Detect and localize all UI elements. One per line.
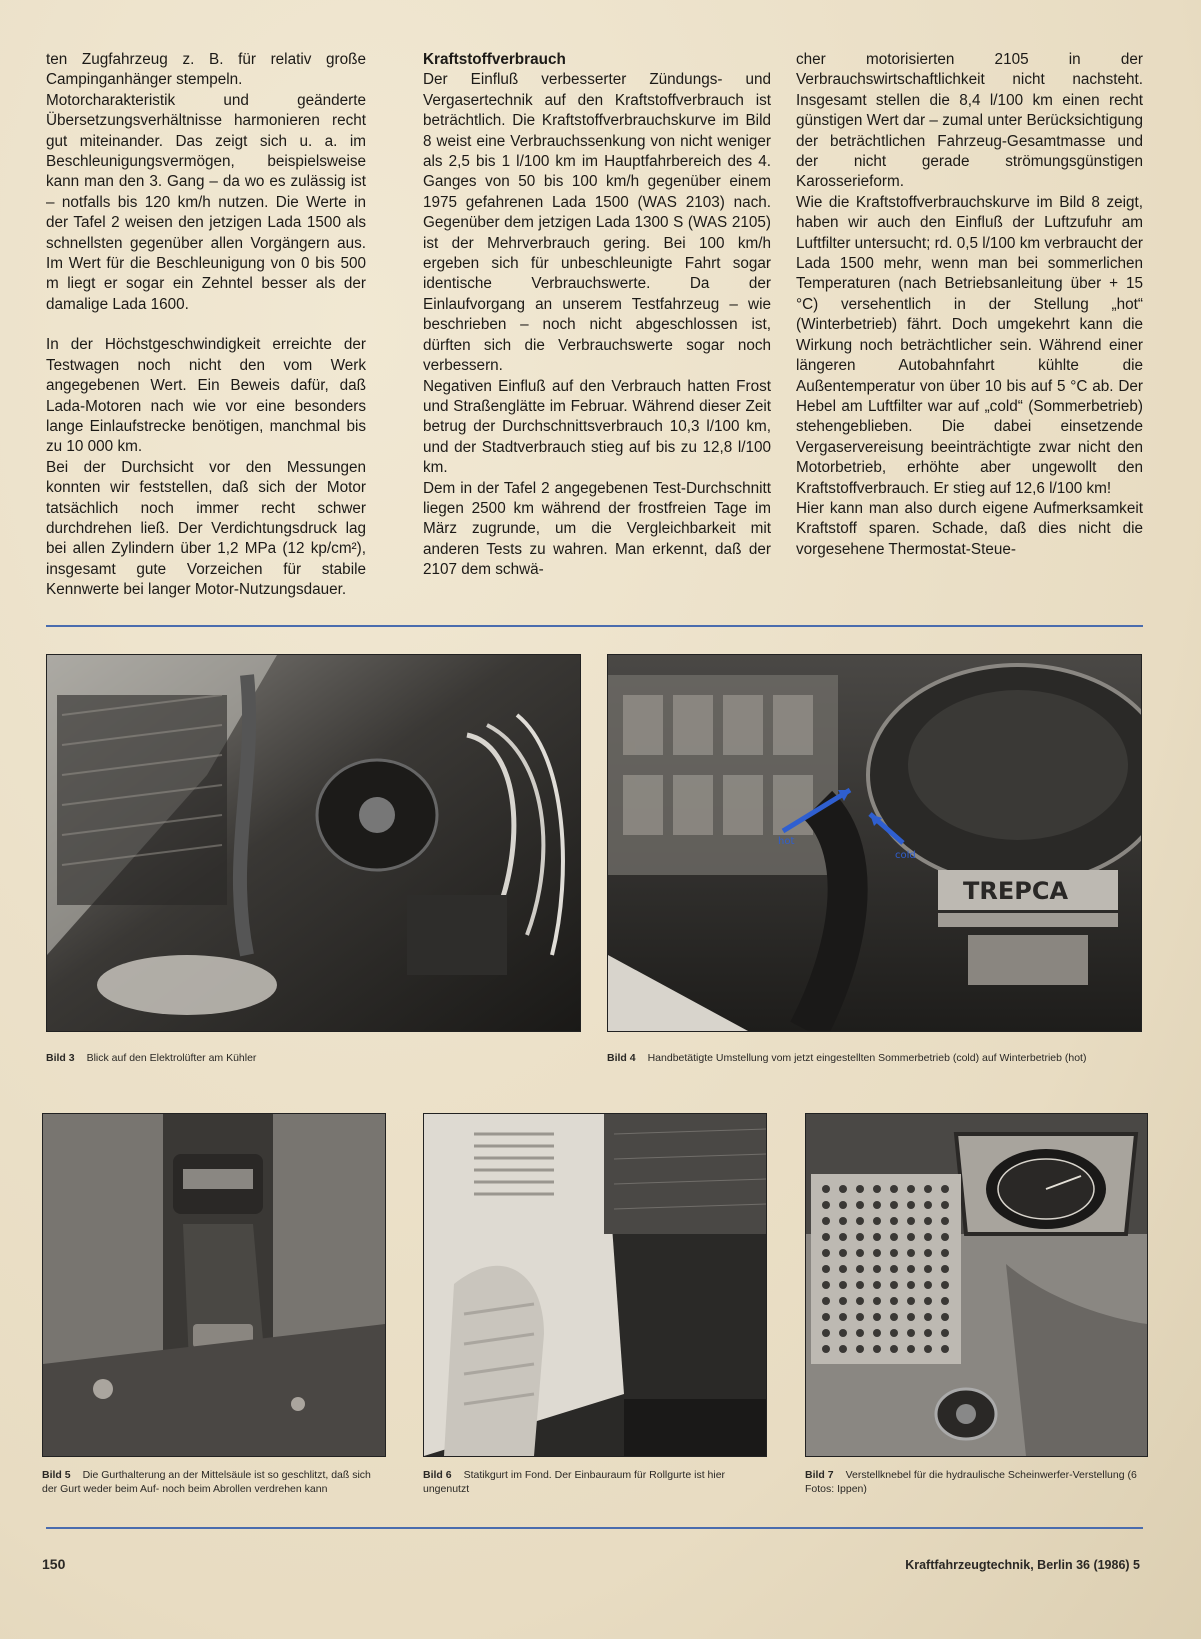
caption-bild6 xyxy=(423,1468,765,1496)
caption-bild7 xyxy=(805,1468,1146,1496)
caption-bild6-label: Bild 6 xyxy=(423,1469,452,1481)
col2-paragraph-3: Dem in der Tafel 2 angegebenen Test-Durchschnitt liegen 2500 km während der frostfreien Tage im März zugrunde, um die Vergleichbarkeit mit anderen Tests zu wahren. Man erkennt, daß der 2107 dem schwä- xyxy=(423,479,771,579)
caption-bild6-text: Statikgurt im Fond. Der Einbauraum für Rollgurte ist hier ungenutzt xyxy=(423,1469,726,1495)
photo-bild4-air-filter xyxy=(607,654,1142,1032)
col1-paragraph-2: Motorcharakteristik und geänderte Übersetzungsverhältnisse harmonieren recht gut miteinander. Das zeigt sich u. a. im Beschleunigungsvermögen, beispielsweise kann man den 3. Gang – da wo es zulässig ist – notfalls bis 120 km/h nutzen. Die Werte in der Tafel 2 weisen den jetzigen Lada 1500 als schnellsten gegenüber allen Vorgängern aus. Im Wert für die Beschleunigung von 0 bis 500 m liegt er sogar ein Zehntel besser als der damalige Lada 1600. xyxy=(46,91,366,313)
caption-bild4 xyxy=(607,1051,1140,1065)
col3-paragraph-3: Hier kann man also durch eigene Aufmerksamkeit Kraftstoff sparen. Schade, daß dies nicht die vorgesehene Thermostat-Steue- xyxy=(796,499,1143,558)
divider-rule-top xyxy=(46,625,1143,627)
divider-rule-bottom xyxy=(46,1527,1143,1529)
col2-paragraph-1: Der Einfluß verbesserter Zündungs- und Vergasertechnik auf den Kraftstoffverbrauch ist beträchtlich. Die Kraftstoffverbrauchskurve im Bild 8 weist eine Verbrauchssenkung von nicht weniger als 2,5 bis 1 l/100 km im Hauptfahrbereich des 4. Ganges von 50 bis 100 km/h gegenüber einem 1975 gefahrenen Lada 1500 (WAS 2103) nach. Gegenüber dem jetzigen Lada 1300 S (WAS 2105) ist der Mehrverbrauch gering. Bei 100 km/h ergeben sich für unbeschleunigte Fahrt sogar identische Verbrauchswerte. Da der Einlaufvorgang an unserem Testfahrzeug – wie beschrieben – noch nicht abgeschlossen ist, dürften sich die Verbrauchswerte sogar noch verbessern. xyxy=(423,71,771,375)
caption-bild5-label: Bild 5 xyxy=(42,1469,71,1481)
caption-bild4-text: Handbetätigte Umstellung vom jetzt eingestellten Sommerbetrieb (cold) auf Winterbetrieb (hot) xyxy=(647,1052,1087,1064)
label-cold: cold xyxy=(895,850,916,861)
page-number: 150 xyxy=(42,1556,66,1572)
col2-paragraph-2: Negativen Einfluß auf den Verbrauch hatten Frost und Straßenglätte im Februar. Während dieser Zeit betrug der Durchschnittsverbrauch 10,3 l/100 km, und der Stadtverbrauch stieg auf bis zu 12,8 l/100 km. xyxy=(423,377,771,477)
trepca-logo: TREPCA xyxy=(963,877,1069,905)
col3-paragraph-2: Wie die Kraftstoffverbrauchskurve im Bild 8 zeigt, haben wir auch den Einfluß der Luftzufuhr am Luftfilter untersucht; rd. 0,5 l/100 km verbraucht der Lada 1500 mehr, wenn man bei sommerlichen Temperaturen (nach Betriebsanleitung über + 15 °C) versehentlich in der Stellung „hot“ (Winterbetrieb) fährt. Doch umgekehrt kann die Wirkung noch beträchtlicher sein. Während einer längeren Autobahnfahrt kühlte die Außentemperatur von über 10 bis auf 5 °C ab. Der Hebel am Luftfilter war auf „cold“ (Sommerbetrieb) stehengeblieben. Die dabei einsetzende Vergaservereisung beeinträchtigte zwar nicht den Motorbetrieb, erhöhte aber ungewollt den Kraftstoffverbrauch. Er stieg auf 12,6 l/100 km! xyxy=(796,193,1143,497)
text-column-1 xyxy=(46,50,366,601)
text-column-3 xyxy=(796,50,1143,560)
photo-bild5-belt-mount xyxy=(42,1113,386,1457)
journal-citation: Kraftfahrzeugtechnik, Berlin 36 (1986) 5 xyxy=(905,1558,1140,1572)
photo-bild6-static-belt xyxy=(423,1113,767,1457)
photo-bild3-engine-fan xyxy=(46,654,581,1032)
col1-paragraph-3: In der Höchstgeschwindigkeit erreichte der Testwagen noch nicht den vom Werk angegebenen Wert. Ein Beweis dafür, daß Lada-Motoren nach wie vor eine besonders lange Einlaufstrecke benötigen, manchmal bis zu 10 000 km. xyxy=(46,336,366,456)
caption-bild7-label: Bild 7 xyxy=(805,1469,834,1481)
col1-paragraph-4: Bei der Durchsicht vor den Messungen konnten wir feststellen, daß sich der Motor tatsächlich noch immer recht schwer durchdrehen ließ. Der Verdichtungsdruck lag bei allen Zylindern über 1,2 MPa (12 kp/cm²), insgesamt gute Vorzeichen für stabile Kennwerte bei langer Motor-Nutzungsdauer. xyxy=(46,458,366,599)
text-column-2 xyxy=(423,50,771,581)
caption-bild3-label: Bild 3 xyxy=(46,1052,75,1064)
label-hot: hot xyxy=(778,836,795,847)
caption-bild3 xyxy=(46,1051,566,1065)
caption-bild5-text: Die Gurthalterung an der Mittelsäule ist so geschlitzt, daß sich der Gurt weder beim Auf- noch beim Abrollen verdrehen kann xyxy=(42,1469,371,1495)
col3-paragraph-1: cher motorisierten 2105 in der Verbrauchswirtschaftlichkeit nicht nachsteht. Insgesamt stellen die 8,4 l/100 km einen recht günstigen Wert dar – zumal unter Berücksichtigung der beträchtlichen Fahrzeug-Gesamtmasse und der nicht gerade strömungsgünstigen Karosserieform. xyxy=(796,51,1143,191)
col1-paragraph-1: ten Zugfahrzeug z. B. für relativ große Campinganhänger stempeln. xyxy=(46,51,366,89)
caption-bild5 xyxy=(42,1468,384,1496)
caption-bild3-text: Blick auf den Elektrolüfter am Kühler xyxy=(86,1052,257,1064)
photo-bild7-dashboard xyxy=(805,1113,1148,1457)
caption-bild7-text: Verstellknebel für die hydraulische Scheinwerfer-Verstellung (6 Fotos: Ippen) xyxy=(805,1469,1137,1495)
section-heading: Kraftstoffverbrauch xyxy=(423,51,566,68)
caption-bild4-label: Bild 4 xyxy=(607,1052,636,1064)
